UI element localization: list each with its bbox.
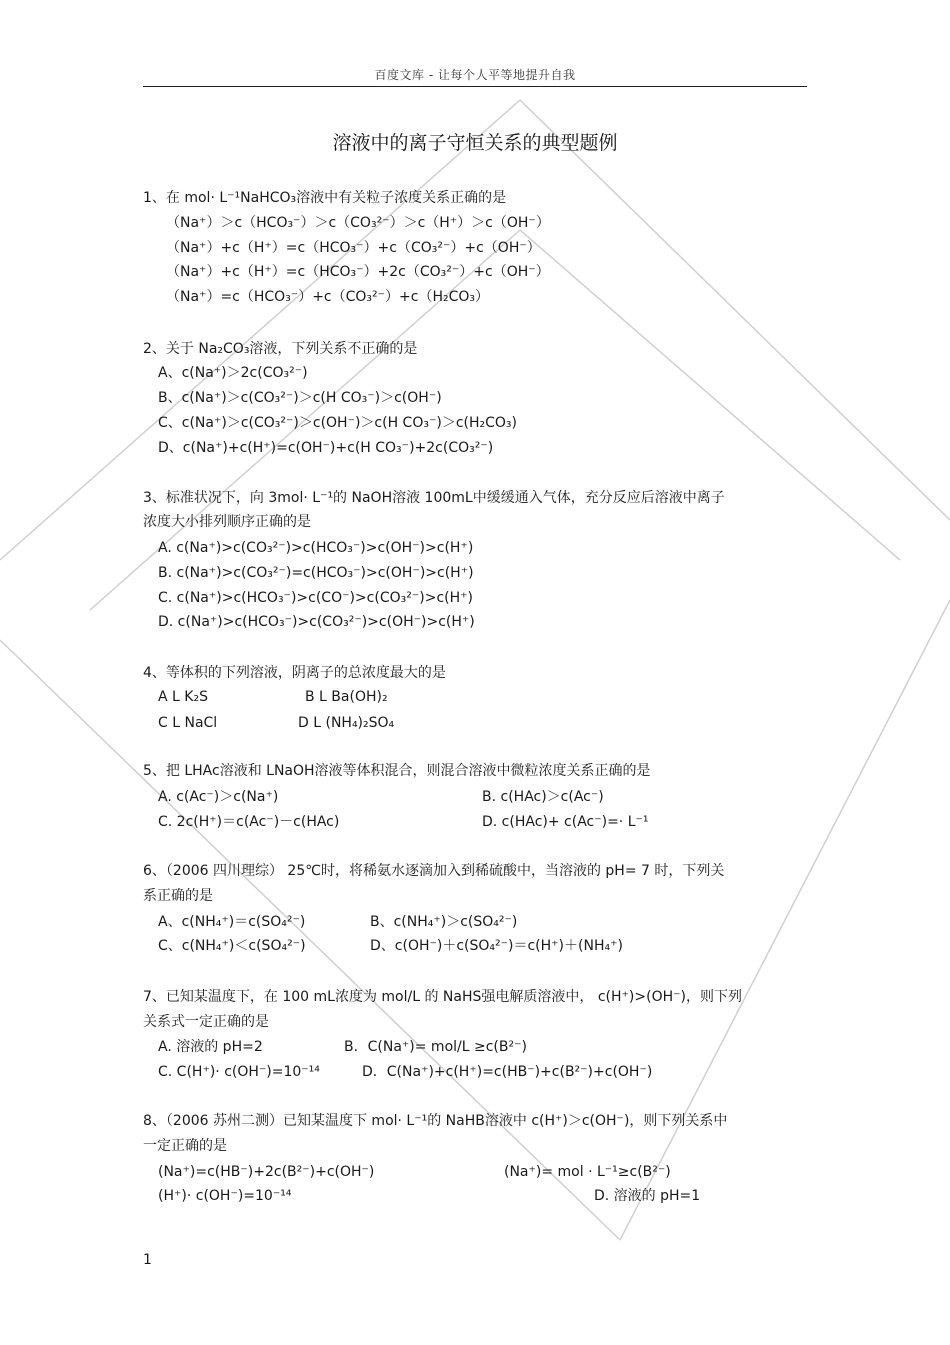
- question-5-stem: 5、把 LHAc溶液和 LNaOH溶液等体积混合，则混合溶液中微粒浓度关系正确的是: [143, 763, 651, 779]
- question-6-stem-continued: 系正确的是: [143, 888, 213, 904]
- question-8-option: (Na⁺)= mol · L⁻¹≥c(B²⁻): [504, 1164, 671, 1180]
- question-5-option: D. c(HAc)+ c(Ac⁻)=· L⁻¹: [482, 814, 649, 830]
- question-3-option: A. c(Na⁺)>c(CO₃²⁻)>c(HCO₃⁻)>c(OH⁻)>c(H⁺): [158, 540, 474, 556]
- question-4-stem: 4、等体积的下列溶液，阴离子的总浓度最大的是: [143, 665, 446, 681]
- question-6-option: B、c(NH₄⁺)＞c(SO₄²⁻): [370, 914, 518, 930]
- question-8-stem-continued: 一定正确的是: [143, 1138, 227, 1154]
- question-7-option: B．C(Na⁺)= mol/L ≥c(B²⁻): [344, 1039, 527, 1055]
- page-number: 1: [143, 1252, 152, 1268]
- question-1-option: （Na⁺）+c（H⁺）=c（HCO₃⁻）+2c（CO₃²⁻）+c（OH⁻）: [166, 264, 550, 280]
- question-3-option: D. c(Na⁺)>c(HCO₃⁻)>c(CO₃²⁻)>c(OH⁻)>c(H⁺): [158, 614, 475, 630]
- question-2-option: C、c(Na⁺)＞c(CO₃²⁻)＞c(OH⁻)＞c(H CO₃⁻)＞c(H₂CO₃): [158, 415, 517, 431]
- question-3-option: B. c(Na⁺)>c(CO₃²⁻)=c(HCO₃⁻)>c(OH⁻)>c(H⁺): [158, 565, 474, 581]
- watermark-lower-right: [620, 600, 950, 1240]
- question-6-option: A、c(NH₄⁺)＝c(SO₄²⁻): [158, 914, 306, 930]
- question-8-option: (H⁺)· c(OH⁻)=10⁻¹⁴: [158, 1188, 292, 1204]
- question-7-option: A. 溶液的 pH=2: [158, 1039, 263, 1055]
- question-1-stem: 1、在 mol· L⁻¹NaHCO₃溶液中有关粒子浓度关系正确的是: [143, 190, 507, 206]
- page-header: 百度文库 - 让每个人平等地提升自我: [374, 68, 576, 82]
- question-4-option: C L NaCl: [158, 715, 218, 731]
- question-5-option: C. 2c(H⁺)＝c(Ac⁻)－c(HAc): [158, 814, 340, 830]
- question-6-stem: 6、（2006 四川理综） 25℃时，将稀氨水逐滴加入到稀硫酸中，当溶液的 pH= 7 时，下列关: [143, 863, 725, 879]
- question-5-option: A. c(Ac⁻)＞c(Na⁺): [158, 789, 279, 805]
- question-1-option: （Na⁺）=c（HCO₃⁻）+c（CO₃²⁻）+c（H₂CO₃）: [166, 289, 490, 305]
- question-6-option: D、c(OH⁻)＋c(SO₄²⁻)＝c(H⁺)＋(NH₄⁺): [370, 938, 623, 954]
- question-7-option: C. C(H⁺)· c(OH⁻)=10⁻¹⁴: [158, 1064, 320, 1080]
- question-8-stem: 8、（2006 苏州二测）已知某温度下 mol· L⁻¹的 NaHB溶液中 c(H⁺)＞c(OH⁻)，则下列关系中: [143, 1113, 728, 1129]
- question-1-option: （Na⁺）+c（H⁺）=c（HCO₃⁻）+c（CO₃²⁻）+c（OH⁻）: [166, 240, 541, 256]
- question-5-option: B. c(HAc)＞c(Ac⁻): [482, 789, 604, 805]
- question-4-option: A L K₂S: [158, 689, 208, 705]
- question-3-option: C. c(Na⁺)>c(HCO₃⁻)>c(CO⁻)>c(CO₃²⁻)>c(H⁺): [158, 590, 473, 606]
- question-8-option: (Na⁺)=c(HB⁻)+2c(B²⁻)+c(OH⁻): [158, 1164, 375, 1180]
- question-7-stem-continued: 关系式一定正确的是: [143, 1014, 269, 1030]
- question-1-option: （Na⁺）＞c（HCO₃⁻）＞c（CO₃²⁻）＞c（H⁺）＞c（OH⁻）: [166, 215, 550, 231]
- question-2-option: B、c(Na⁺)＞c(CO₃²⁻)＞c(H CO₃⁻)＞c(OH⁻): [158, 390, 442, 406]
- question-8-option: D. 溶液的 pH=1: [594, 1188, 701, 1204]
- question-7-option: D．C(Na⁺)+c(H⁺)=c(HB⁻)+c(B²⁻)+c(OH⁻): [362, 1064, 653, 1080]
- question-4-option: D L (NH₄)₂SO₄: [298, 715, 395, 731]
- document-title: 溶液中的离子守恒关系的典型题例: [332, 132, 618, 154]
- header-rule: [143, 86, 807, 87]
- question-6-option: C、c(NH₄⁺)＜c(SO₄²⁻): [158, 938, 306, 954]
- question-4-option: B L Ba(OH)₂: [305, 689, 388, 705]
- question-7-stem: 7、已知某温度下，在 100 mL浓度为 mol/L 的 NaHS强电解质溶液中， c(H⁺)>(OH⁻)，则下列: [143, 989, 742, 1005]
- question-2-option: A、c(Na⁺)＞2c(CO₃²⁻): [158, 365, 308, 381]
- question-2-option: D、c(Na⁺)+c(H⁺)=c(OH⁻)+c(H CO₃⁻)+2c(CO₃²⁻): [158, 440, 494, 456]
- question-3-stem-continued: 浓度大小排列顺序正确的是: [143, 514, 311, 530]
- question-3-stem: 3、标准状况下，向 3mol· L⁻¹的 NaOH溶液 100mL中缓缓通入气体，充分反应后溶液中离子: [143, 490, 725, 506]
- question-2-stem: 2、关于 Na₂CO₃溶液，下列关系不正确的是: [143, 341, 418, 357]
